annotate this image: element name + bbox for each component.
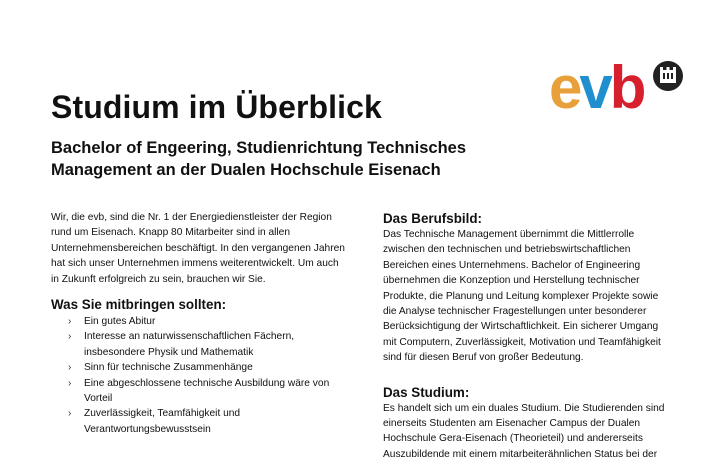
list-item-text: Zuverlässigkeit, Teamfähigkeit und [84, 408, 241, 420]
list-item [51, 360, 366, 375]
chevron-right-icon: › [68, 331, 72, 343]
list-item-text: Ein gutes Abitur [84, 316, 156, 328]
text-line: einerseits Studenten am Eisenacher Campus der Dualen [383, 418, 641, 430]
chevron-right-icon: › [68, 362, 72, 374]
logo-letter-v: v [579, 54, 610, 121]
chevron-right-icon: › [68, 408, 72, 420]
logo-letter-e: e [549, 54, 580, 121]
berufsbild-section [383, 210, 693, 366]
list-item-text: Sinn für technische Zusammenhänge [84, 362, 253, 374]
right-column [383, 210, 693, 462]
text-line: Bereichen eines Unternehmens. Bachelor of Engineering [383, 259, 641, 271]
list-item [51, 376, 366, 407]
subtitle-line: Bachelor of Engeering, Studienrichtung Technisches [51, 139, 467, 157]
list-item [51, 406, 366, 437]
text-line: Das Technische Management übernimmt die Mittlerrolle [383, 229, 635, 240]
subtitle-line: Management an der Dualen Hochschule Eisenach [51, 161, 441, 179]
list-item-text: Verantwortungsbewusstsein [84, 423, 211, 435]
list-item-text: insbesondere Physik und Mathematik [84, 346, 254, 358]
text-line: rund um Eisenach. Knapp 80 Mitarbeiter sind in allen [51, 227, 290, 239]
text-line: Auszubildende mit einem mitarbeiterähnlichen Status bei der [383, 448, 658, 460]
requirements-heading: Was Sie mitbringen sollten: [51, 297, 227, 313]
chevron-right-icon: › [68, 377, 72, 389]
studium-section [383, 384, 693, 462]
page-subtitle [51, 137, 571, 181]
intro-paragraph [51, 210, 366, 287]
text-line: mit Computern, Zuverlässigkeit, Motivation und Teamfähigkeit [383, 336, 661, 348]
text-line: übernehmen die Konzeption und Herstellung technischer [383, 275, 640, 287]
logo-wordmark [549, 52, 643, 124]
requirements-list [51, 314, 366, 437]
text-line: Berücksichtigung der Wirtschaftlichkeit. Ein sicherer Umgang [383, 321, 659, 333]
list-item [51, 314, 366, 329]
text-line: Unternehmensbereichen beschäftigt. In den vergangenen Jahren [51, 242, 345, 254]
castle-tower-icon [652, 60, 684, 92]
text-line: Wir, die evb, sind die Nr. 1 der Energiedienstleister der Region [51, 212, 332, 223]
page-title: Studium im Überblick [51, 89, 382, 125]
text-line: hat sich unser Unternehmen immens weiterentwickelt. Um auch [51, 258, 339, 270]
list-item-text: Eine abgeschlossene technische Ausbildung wäre von [84, 377, 330, 389]
text-line: Es handelt sich um ein duales Studium. Die Studierenden sind [383, 402, 665, 414]
text-line: in Zukunft erfolgreich zu sein, brauchen wir Sie. [51, 273, 266, 285]
logo-letter-b: b [609, 54, 644, 121]
text-line: sind für diesen Beruf von großer Bedeutung. [383, 352, 584, 364]
left-column [51, 210, 366, 437]
text-line: die Analyse technischer Fragestellungen unter besonderer [383, 306, 647, 318]
studium-heading: Das Studium: [383, 384, 470, 400]
list-item-text: Interesse an naturwissenschaftlichen Fächern, [84, 331, 295, 343]
chevron-right-icon: › [68, 316, 72, 328]
text-line: Produkte, die Planung und Leitung komplexer Projekte sowie [383, 290, 659, 302]
list-item-text: Vorteil [84, 393, 113, 405]
evb-logo [549, 54, 687, 130]
text-line: Hochschule Gera-Eisenach (Theorieteil) und andererseits [383, 433, 643, 445]
berufsbild-heading: Das Berufsbild: [383, 211, 482, 226]
list-item [51, 329, 366, 360]
text-line: zwischen den technischen und betriebswirtschaftlichen [383, 244, 631, 256]
